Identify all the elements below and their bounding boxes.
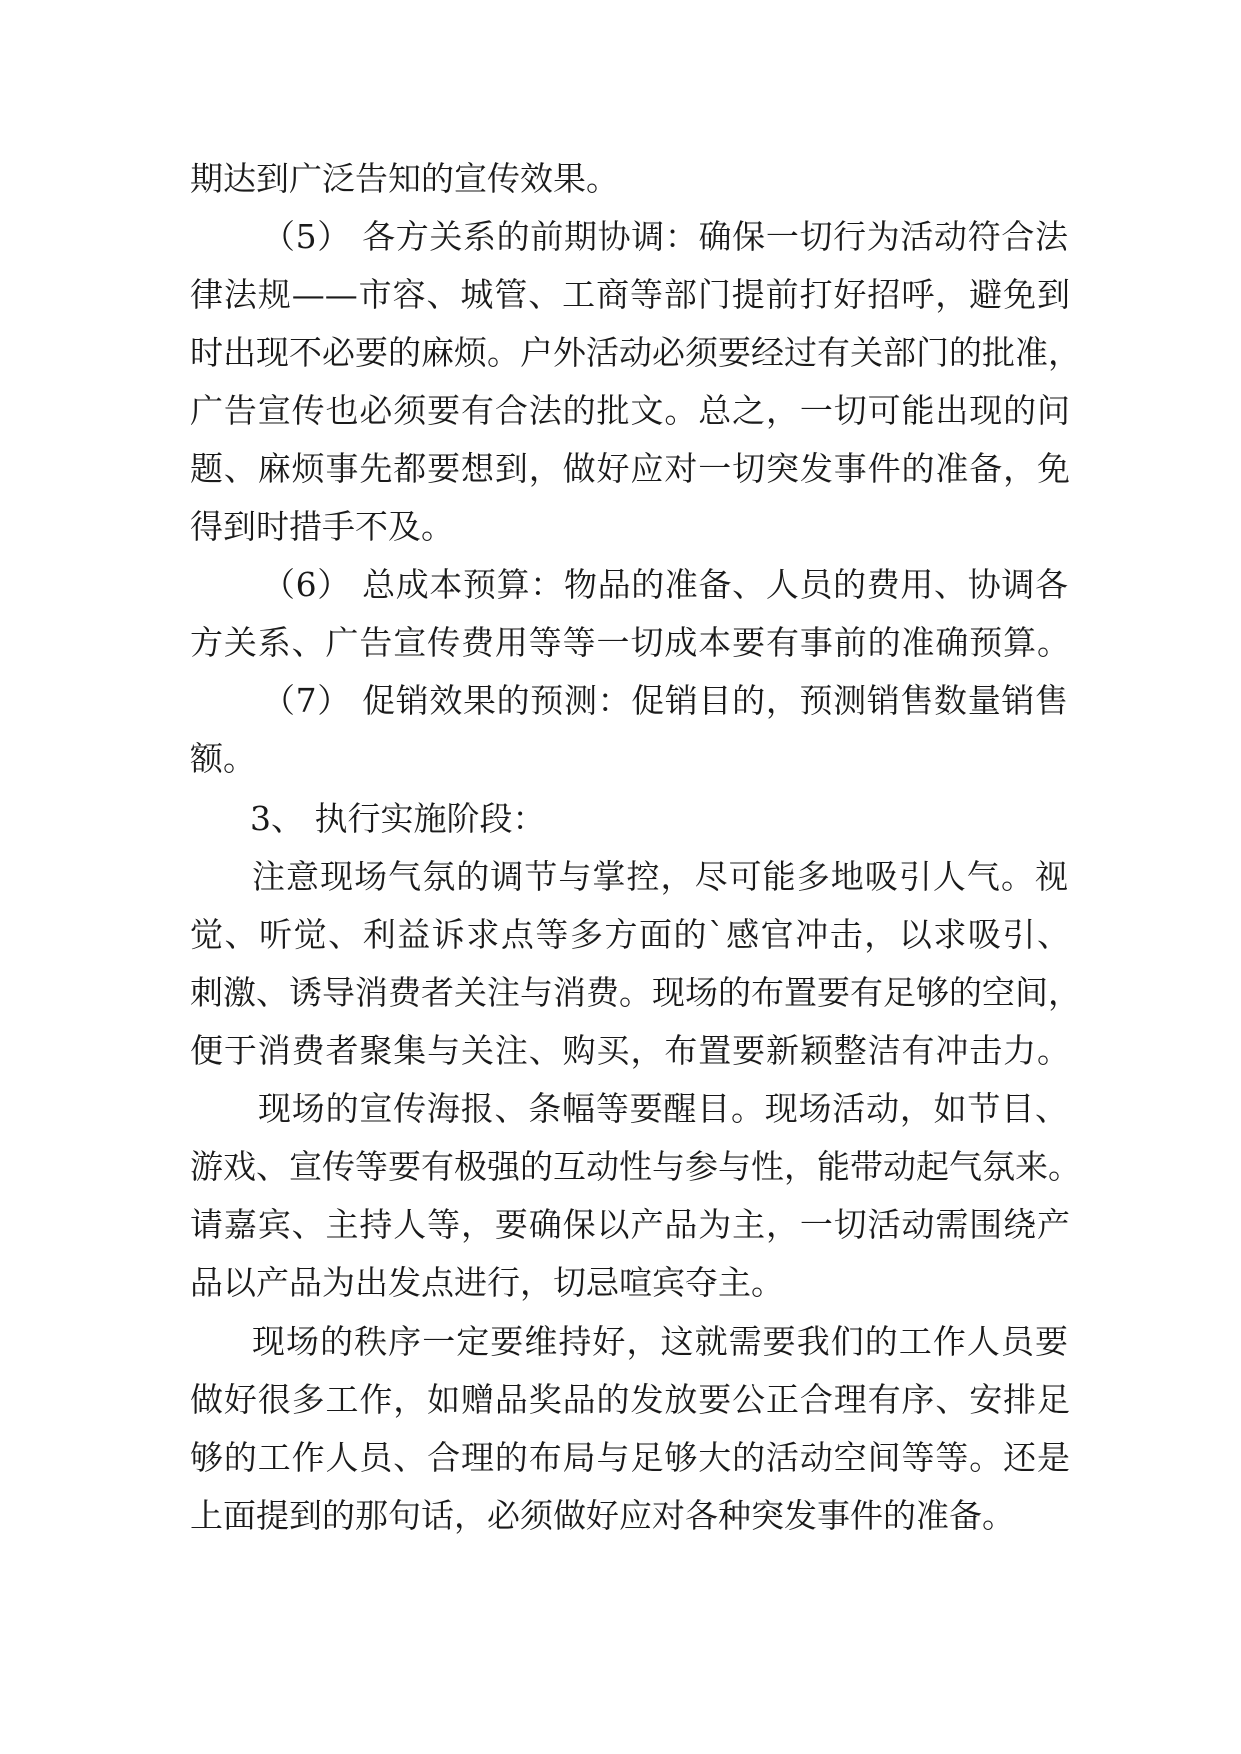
text-line: 便于消费者聚集与关注、购买，布置要新颖整洁有冲击力。 [190, 1031, 1070, 1070]
text-line: （7） 促销效果的预测：促销目的，预测销售数量销售 [262, 681, 1068, 720]
text-line: 游戏、宣传等要有极强的互动性与参与性，能带动起气氛来。 [190, 1147, 1081, 1186]
text-line: （6） 总成本预算：物品的准备、人员的费用、协调各 [262, 565, 1068, 604]
text-line: 刺激、诱导消费者关注与消费。现场的布置要有足够的空间， [190, 973, 1081, 1012]
text-line: 现场的宣传海报、条幅等要醒目。现场活动，如节目、 [258, 1089, 1068, 1128]
text-line: 得到时措手不及。 [190, 507, 454, 546]
text-line: 请嘉宾、主持人等，要确保以产品为主，一切活动需围绕产 [190, 1205, 1070, 1244]
text-line: 够的工作人员、合理的布局与足够大的活动空间等等。还是 [190, 1438, 1070, 1477]
text-line: 时出现不必要的麻烦。户外活动必须要经过有关部门的批准， [190, 333, 1081, 372]
text-line: 做好很多工作，如赠品奖品的发放要公正合理有序、安排足 [190, 1380, 1070, 1419]
text-line: 觉、听觉、利益诉求点等多方面的`感官冲击，以求吸引、 [190, 915, 1070, 954]
text-line: 题、麻烦事先都要想到，做好应对一切突发事件的准备，免 [190, 449, 1070, 488]
text-line: （5） 各方关系的前期协调：确保一切行为活动符合法 [262, 217, 1068, 256]
text-line: 注意现场气氛的调节与掌控，尽可能多地吸引人气。视 [252, 857, 1068, 896]
text-line: 律法规——市容、城管、工商等部门提前打好招呼，避免到 [190, 275, 1070, 314]
text-line: 额。 [190, 739, 256, 778]
text-line: 期达到广泛告知的宣传效果。 [190, 159, 619, 198]
text-line: 品以产品为出发点进行，切忌喧宾夺主。 [190, 1263, 784, 1302]
text-line: 上面提到的那句话，必须做好应对各种突发事件的准备。 [190, 1496, 1015, 1535]
section-heading: 3、 执行实施阶段： [250, 799, 546, 838]
text-line: 现场的秩序一定要维持好，这就需要我们的工作人员要 [252, 1322, 1068, 1361]
text-line: 广告宣传也必须要有合法的批文。总之，一切可能出现的问 [190, 391, 1070, 430]
text-line: 方关系、广告宣传费用等等一切成本要有事前的准确预算。 [190, 623, 1070, 662]
